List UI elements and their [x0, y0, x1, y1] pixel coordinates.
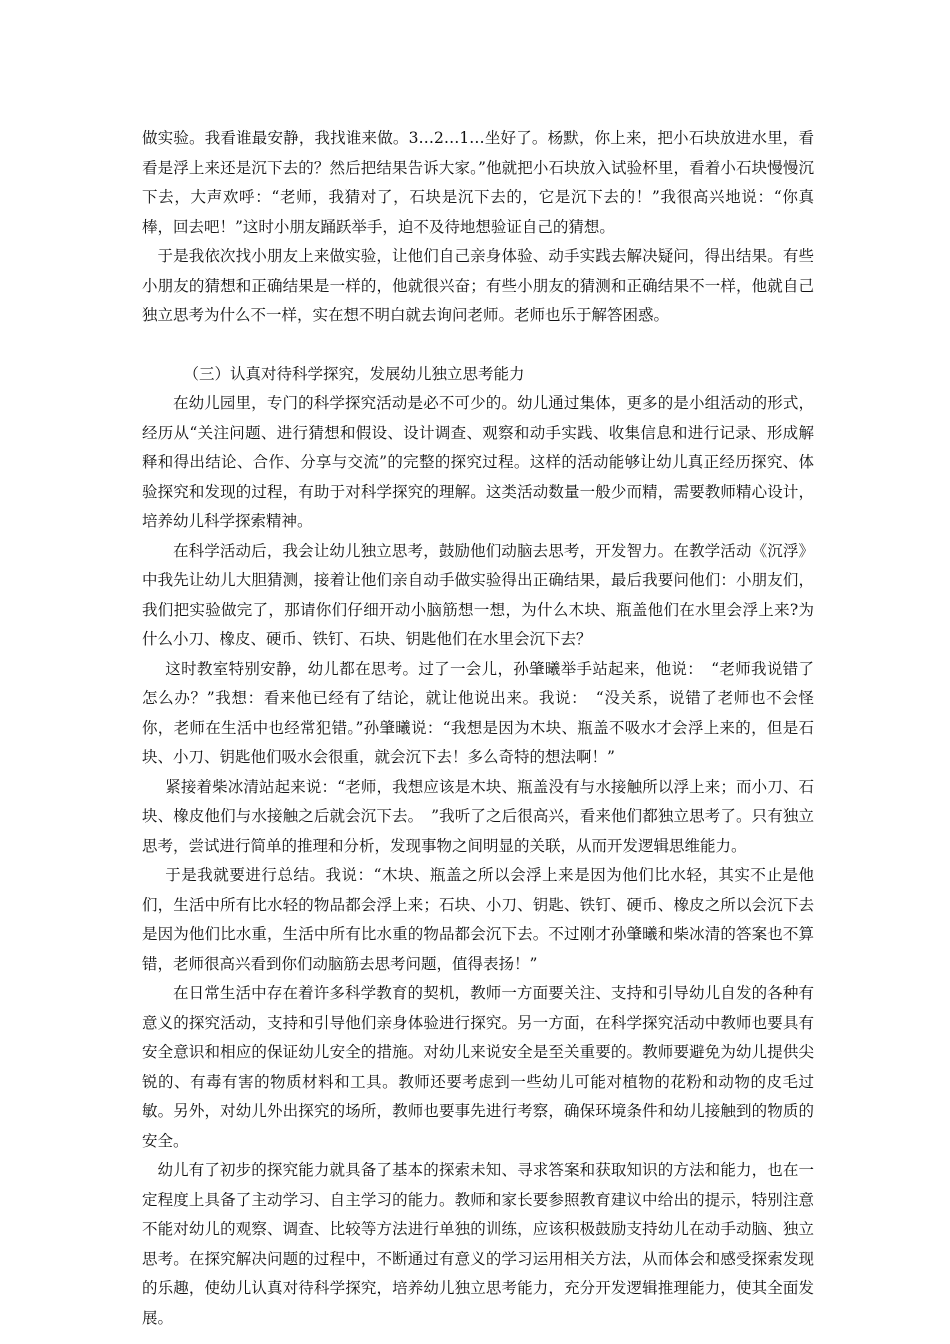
paragraph-conclusion: 幼儿有了初步的探究能力就具备了基本的探索未知、寻求答案和获取知识的方法和能力，也在一定程度上具备了主动学习、自主学习的能力。教师和家长要参照教育建议中给出的提示，特别注意不能对幼儿的观察、调查、比较等方法进行单独的训练，应该积极鼓励支持幼儿在动手动脑、独立思考。在探究解决问题的过程中，不断通过有意义的学习运用相关方法，从而体会和感受探索发现的乐趣，使幼儿认真对待科学探究，培养幼儿独立思考能力，充分开发逻辑推理能力，使其全面发展。 — [142, 1161, 814, 1327]
paragraph-classroom-quiet: 这时教室特别安静，幼儿都在思考。过了一会儿，孙肇曦举手站起来，他说： “老师我说错了怎么办？”我想：看来他已经有了结论，就让他说出来。我说： “没关系，说错了老师也不会怪你，老师在生活中也经常犯错。”孙肇曦说：“我想是因为木块、瓶盖不吸水才会浮上来的，但是石块、小刀、钥匙他们吸水会很重，就会沉下去！多么奇特的想法啊！” — [142, 659, 814, 766]
section-heading: （三）认真对待科学探究，发展幼儿独立思考能力 — [183, 364, 525, 383]
paragraph-summary: 于是我就要进行总结。我说：“木块、瓶盖之所以会浮上来是因为他们比水轻，其实不止是他们，生活中所有比水轻的物品都会浮上来；石块、小刀、钥匙、铁钉、硬币、橡皮之所以会沉下去是因为他们比水重，生活中所有比水重的物品都会沉下去。不过刚才孙肇曦和柴冰清的答案也不算错，老师很高兴看到你们动脑筋去思考问题，值得表扬！” — [142, 866, 814, 973]
paragraph-independent-thinking: 在科学活动后，我会让幼儿独立思考，鼓励他们动脑去思考，开发智力。在教学活动《沉浮》中我先让幼儿大胆猜测，接着让他们亲自动手做实验得出正确结果，最后我要问他们：小朋友们，我们把实验做完了，那请你们仔细开动小脑筋想一想，为什么木块、瓶盖他们在水里会浮上来?为什么小刀、橡皮、硬币、铁钉、石块、钥匙他们在水里会沉下去？ — [142, 541, 814, 648]
paragraph-safety: 在日常生活中存在着许多科学教育的契机，教师一方面要关注、支持和引导幼儿自发的各种有意义的探究活动，支持和引导他们亲身体验进行探究。另一方面，在科学探究活动中教师也要具有安全意识和相应的保证幼儿安全的措施。对幼儿来说安全是至关重要的。教师要避免为幼儿提供尖锐的、有毒有害的物质材料和工具。教师还要考虑到一些幼儿可能对植物的花粉和动物的皮毛过敏。另外，对幼儿外出探究的场所，教师也要事先进行考察，确保环境条件和幼儿接触到的物质的安全。 — [142, 984, 814, 1150]
paragraph-experiment: 于是我依次找小朋友上来做实验，让他们自己亲身体验、动手实践去解决疑问，得出结果。有些小朋友的猜想和正确结果是一样的，他就很兴奋；有些小朋友的猜测和正确结果不一样，他就自己独立思考为什么不一样，实在想不明白就去询问老师。老师也乐于解答困惑。 — [142, 247, 814, 324]
paragraph-science-activity: 在幼儿园里，专门的科学探究活动是必不可少的。幼儿通过集体，更多的是小组活动的形式，经历从“关注问题、进行猜想和假设、设计调查、观察和动手实践、收集信息和进行记录、形成解释和得出结论、合作、分享与交流”的完整的探究过程。这样的活动能够让幼儿真正经历探究、体验探究和发现的过程，有助于对科学探究的理解。这类活动数量一般少而精，需要教师精心设计，培养幼儿科学探索精神。 — [142, 394, 814, 530]
paragraph-student-answer: 紧接着柴冰清站起来说：“老师，我想应该是木块、瓶盖没有与水接触所以浮上来；而小刀、石块、橡皮他们与水接触之后就会沉下去。 ”我听了之后很高兴，看来他们都独立思考了。只有独立思考，尝试进行简单的推理和分析，发现事物之间明显的关联，从而开发逻辑思维能力。 — [142, 777, 814, 855]
paragraph-continuation: 做实验。我看谁最安静，我找谁来做。3…2…1…坐好了。杨默，你上来，把小石块放进水里，看看是浮上来还是沉下去的？然后把结果告诉大家。”他就把小石块放入试验杯里，看着小石块慢慢沉下去，大声欢呼：“老师，我猜对了，石块是沉下去的，它是沉下去的！”我很高兴地说：“你真棒，回去吧！”这时小朋友踊跃举手，迫不及待地想验证自己的猜想。 — [142, 129, 814, 236]
document-body — [142, 124, 814, 1333]
